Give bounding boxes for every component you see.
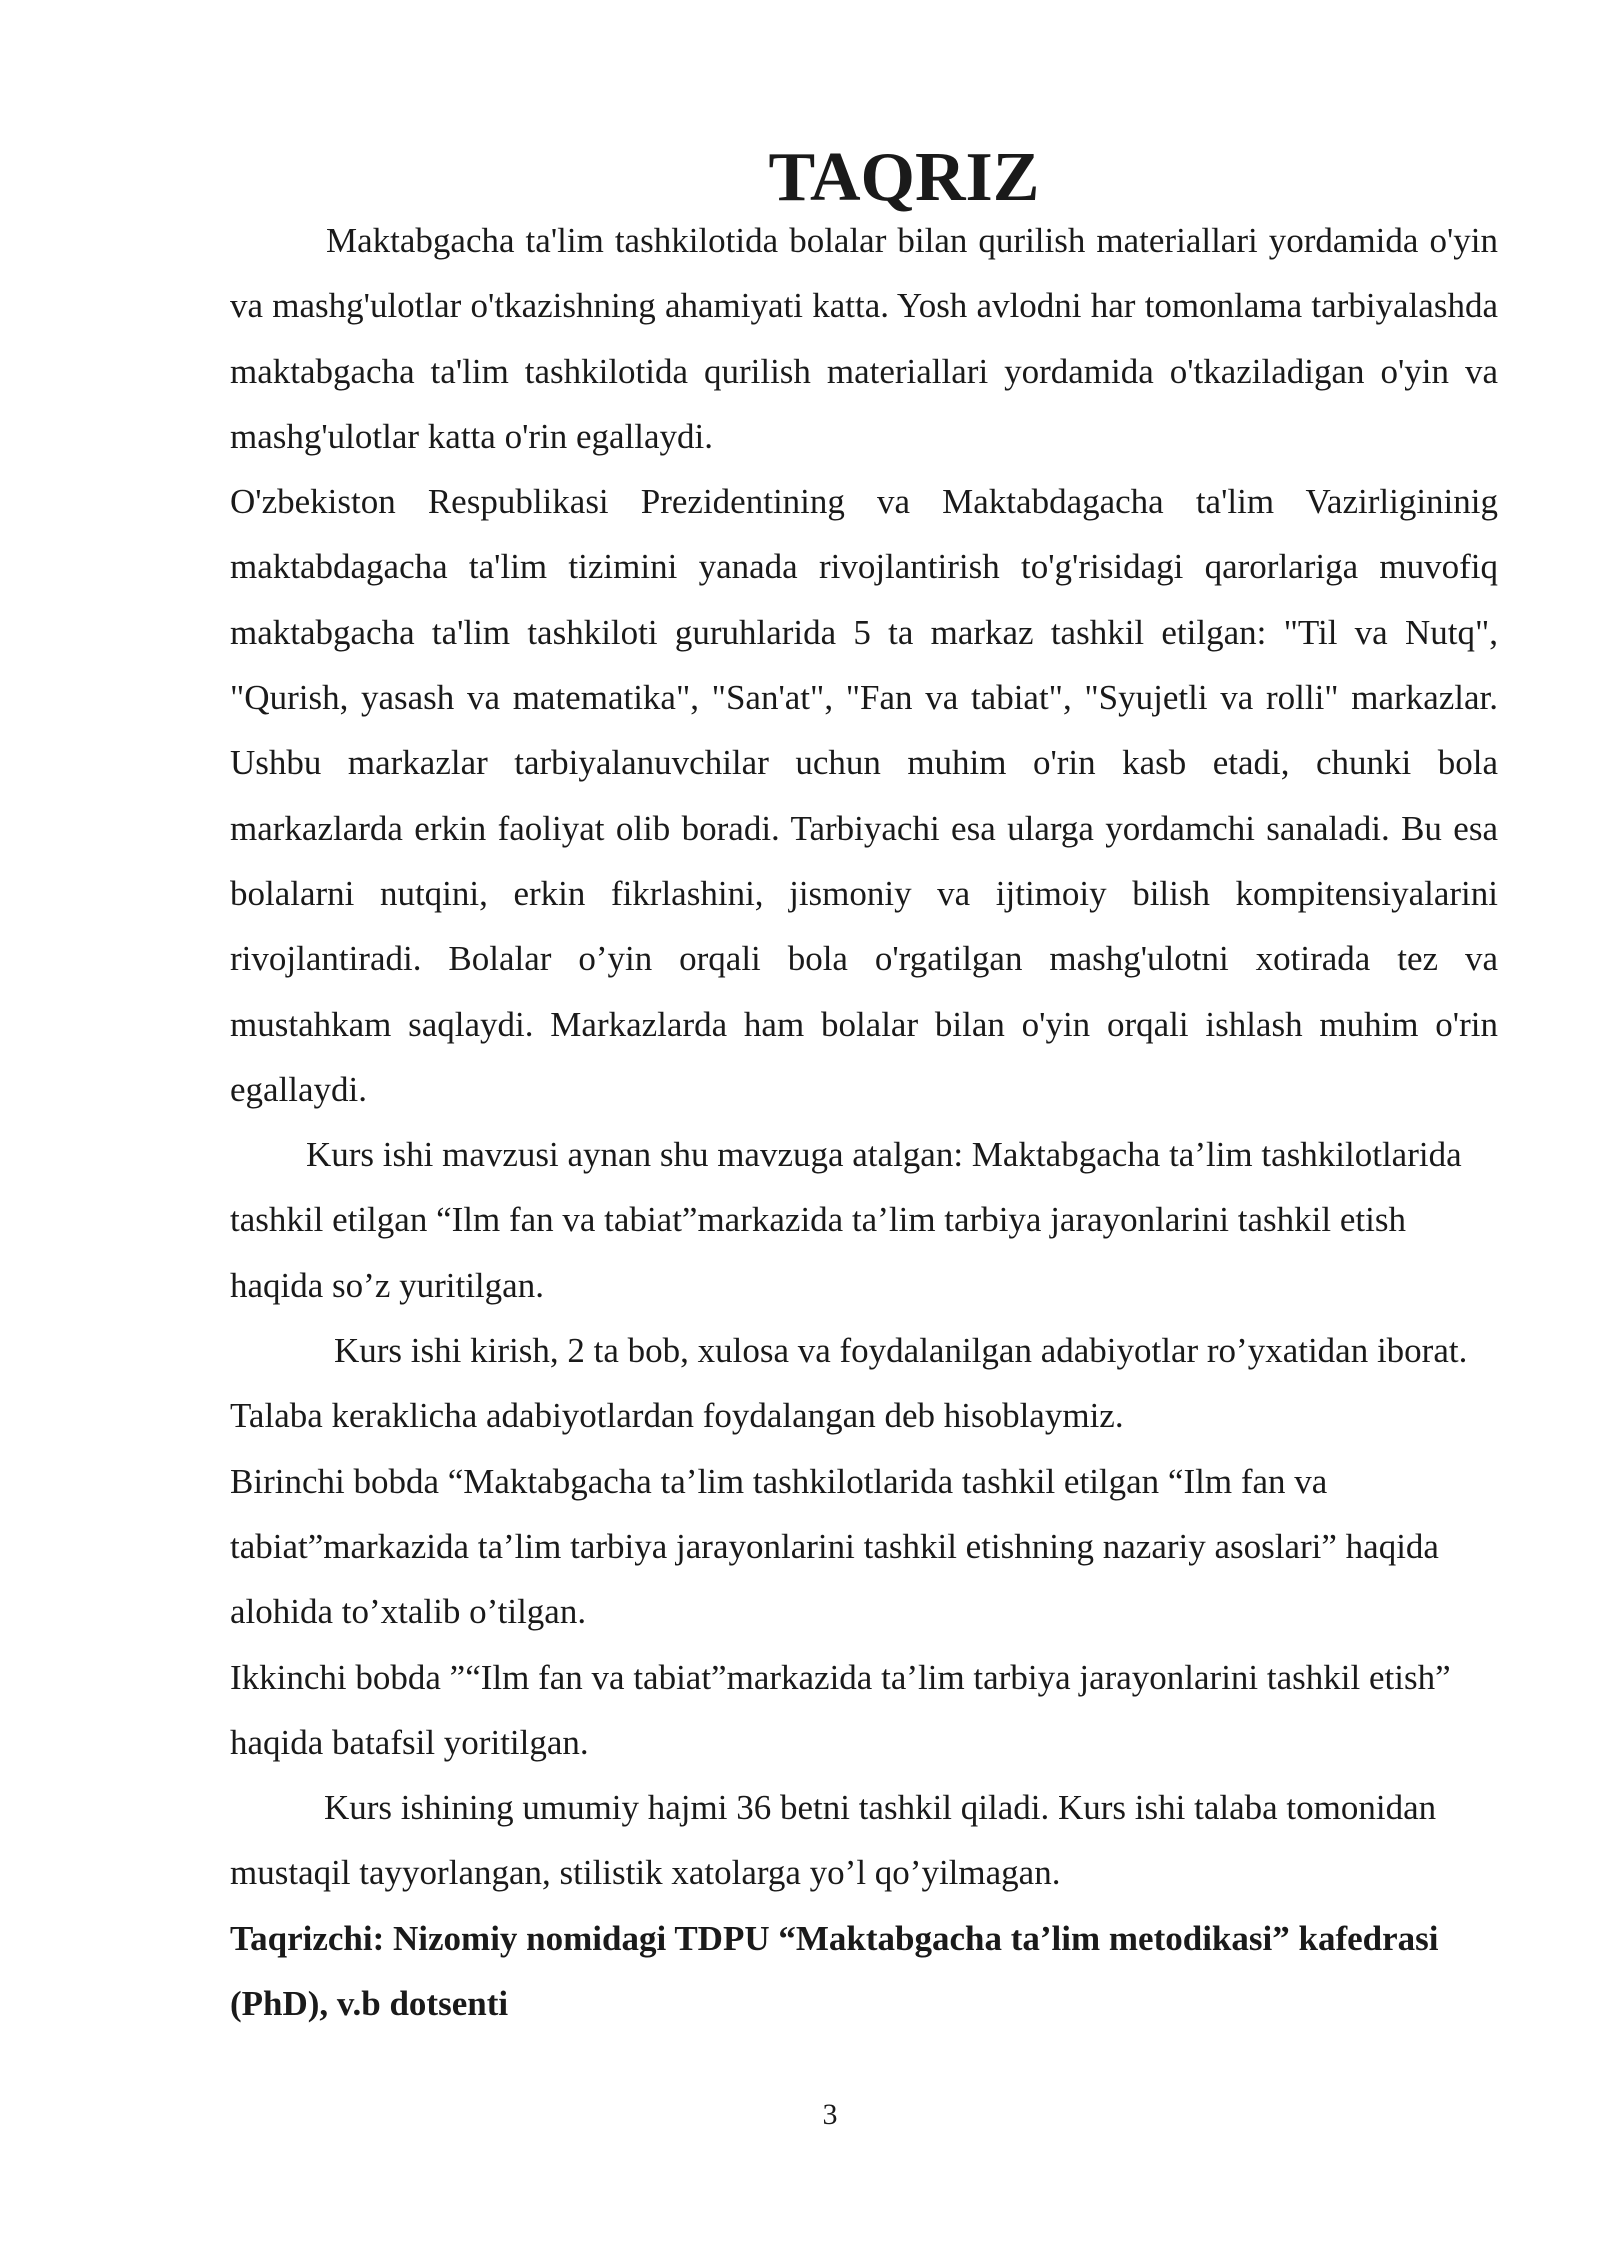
- paragraph-centers: O'zbekiston Respublikasi Prezidentining va Maktabdagacha ta'lim Vazirligininig maktabdagacha ta'lim tizimini yanada rivojlantirish to'g'risidagi qarorlariga muvofiq maktabgacha ta'lim tashkiloti guruhlarida 5 ta markaz tashkil etilgan: "Til va Nutq", "Qurish, yasash va matematika", "San'at", "Fan va tabiat", "Syujetli va rolli" markazlar. Ushbu markazlar tarbiyalanuvchilar uchun muhim o'rin kasb etadi, chunki bola markazlarda erkin faoliyat olib boradi. Tarbiyachi esa ularga yordamchi sanaladi. Bu esa bolalarni nutqini, erkin fikrlashini, jismoniy va ijtimoiy bilish kompitensiyalarini rivojlantiradi. Bolalar o’yin orqali bola o'rgatilgan mashg'ulotni xotirada tez va mustahkam saqlaydi. Markazlarda ham bolalar bilan o'yin orqali ishlash muhim o'rin egallaydi.: [230, 482, 1498, 1109]
- document-title: TAQRIZ: [768, 139, 1040, 216]
- reviewer-signature: Taqrizchi: Nizomiy nomidagi TDPU “Maktabgacha ta’lim metodikasi” kafedrasi (PhD), v.b dotsenti: [230, 1918, 1439, 2024]
- paragraph-intro: Maktabgacha ta'lim tashkilotida bolalar bilan qurilish materiallari yordamida o'yin va mashg'ulotlar o'tkazishning ahamiyati katta. Yosh avlodni har tomonlama tarbiyalashda maktabgacha ta'lim tashkilotida qurilish materiallari yordamida o'tkaziladigan o'yin va mashg'ulotlar katta o'rin egallaydi.: [230, 221, 1498, 456]
- paragraph-volume: Kurs ishining umumiy hajmi 36 betni tashkil qiladi. Kurs ishi talaba tomonidan mustaqil tayyorlangan, stilistik xatolarga yo’l qo’yilmagan.: [230, 1788, 1437, 1893]
- paragraph-structure: Kurs ishi kirish, 2 ta bob, xulosa va foydalanilgan adabiyotlar ro’yxatidan iborat. Talaba keraklicha adabiyotlardan foydalangan deb hisoblaymiz.: [230, 1331, 1468, 1436]
- document-page: [230, 139, 1498, 2036]
- paragraph-topic: Kurs ishi mavzusi aynan shu mavzuga atalgan: Maktabgacha ta’lim tashkilotlarida tashkil etilgan “Ilm fan va tabiat”markazida ta’lim tarbiya jarayonlarini tashkil etish haqida so’z yuritilgan.: [230, 1135, 1462, 1305]
- paragraph-chapter-one: Birinchi bobda “Maktabgacha ta’lim tashkilotlarida tashkil etilgan “Ilm fan va tabiat”markazida ta’lim tarbiya jarayonlarini tashkil etishning nazariy asoslari” haqida alohida to’xtalib o’tilgan.: [230, 1461, 1439, 1632]
- paragraph-chapter-two: Ikkinchi bobda ”“Ilm fan va tabiat”markazida ta’lim tarbiya jarayonlarini tashkil etish” haqida batafsil yoritilgan.: [230, 1657, 1451, 1762]
- page-number: 3: [822, 2098, 838, 2131]
